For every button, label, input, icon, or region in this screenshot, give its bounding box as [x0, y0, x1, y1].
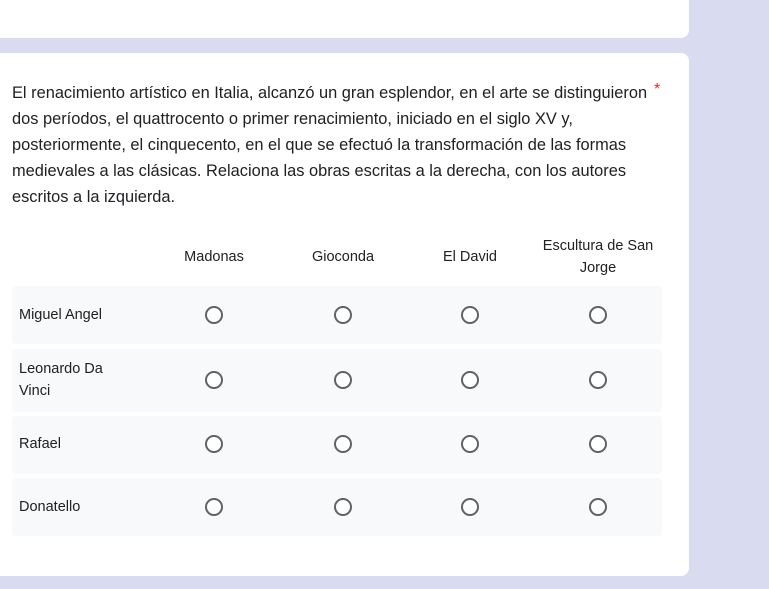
radio-leonardo-el-david[interactable]: [461, 371, 479, 389]
radio-donatello-gioconda[interactable]: [334, 498, 352, 516]
question-card: [0, 53, 689, 576]
radio-leonardo-san-jorge[interactable]: [589, 371, 607, 389]
row-label: Leonardo Da Vinci: [19, 361, 103, 399]
row-label: Donatello: [19, 499, 81, 515]
column-header-gioconda: Gioconda: [311, 249, 375, 265]
grid-row-donatello: [12, 478, 662, 536]
grid-row-rafael: [12, 416, 662, 474]
radio-rafael-el-david[interactable]: [461, 435, 479, 453]
previous-question-card: [0, 0, 689, 38]
column-header-escultura-san-jorge: Escultura de San Jorge: [542, 238, 654, 276]
column-header-el-david: El David: [443, 249, 497, 265]
grid-row-miguel-angel: [12, 286, 662, 344]
radio-donatello-san-jorge[interactable]: [589, 498, 607, 516]
radio-leonardo-madonas[interactable]: [205, 371, 223, 389]
row-label: Rafael: [19, 436, 61, 452]
radio-miguel-angel-madonas[interactable]: [205, 306, 223, 324]
radio-miguel-angel-gioconda[interactable]: [334, 306, 352, 324]
radio-rafael-san-jorge[interactable]: [589, 435, 607, 453]
grid-row-leonardo-da-vinci: [12, 349, 662, 412]
radio-miguel-angel-el-david[interactable]: [461, 306, 479, 324]
radio-miguel-angel-san-jorge[interactable]: [589, 306, 607, 324]
radio-rafael-madonas[interactable]: [205, 435, 223, 453]
radio-donatello-madonas[interactable]: [205, 498, 223, 516]
row-label: Miguel Angel: [19, 307, 103, 323]
question-text: El renacimiento artístico en Italia, alcanzó un gran esplendor, en el arte se distinguieron dos períodos, el quattrocento o primer renacimiento, iniciado en el siglo XV y, posteriormente, el cinquecento, en el que se efectuó la transformación de las formas medievales a las clásicas. Relaciona las obras escritas a la derecha, con los autores escritos a la izquierda.: [12, 84, 648, 206]
radio-rafael-gioconda[interactable]: [334, 435, 352, 453]
column-header-madonas: Madonas: [184, 249, 244, 265]
required-asterisk: *: [654, 81, 661, 98]
radio-donatello-el-david[interactable]: [461, 498, 479, 516]
radio-leonardo-gioconda[interactable]: [334, 371, 352, 389]
